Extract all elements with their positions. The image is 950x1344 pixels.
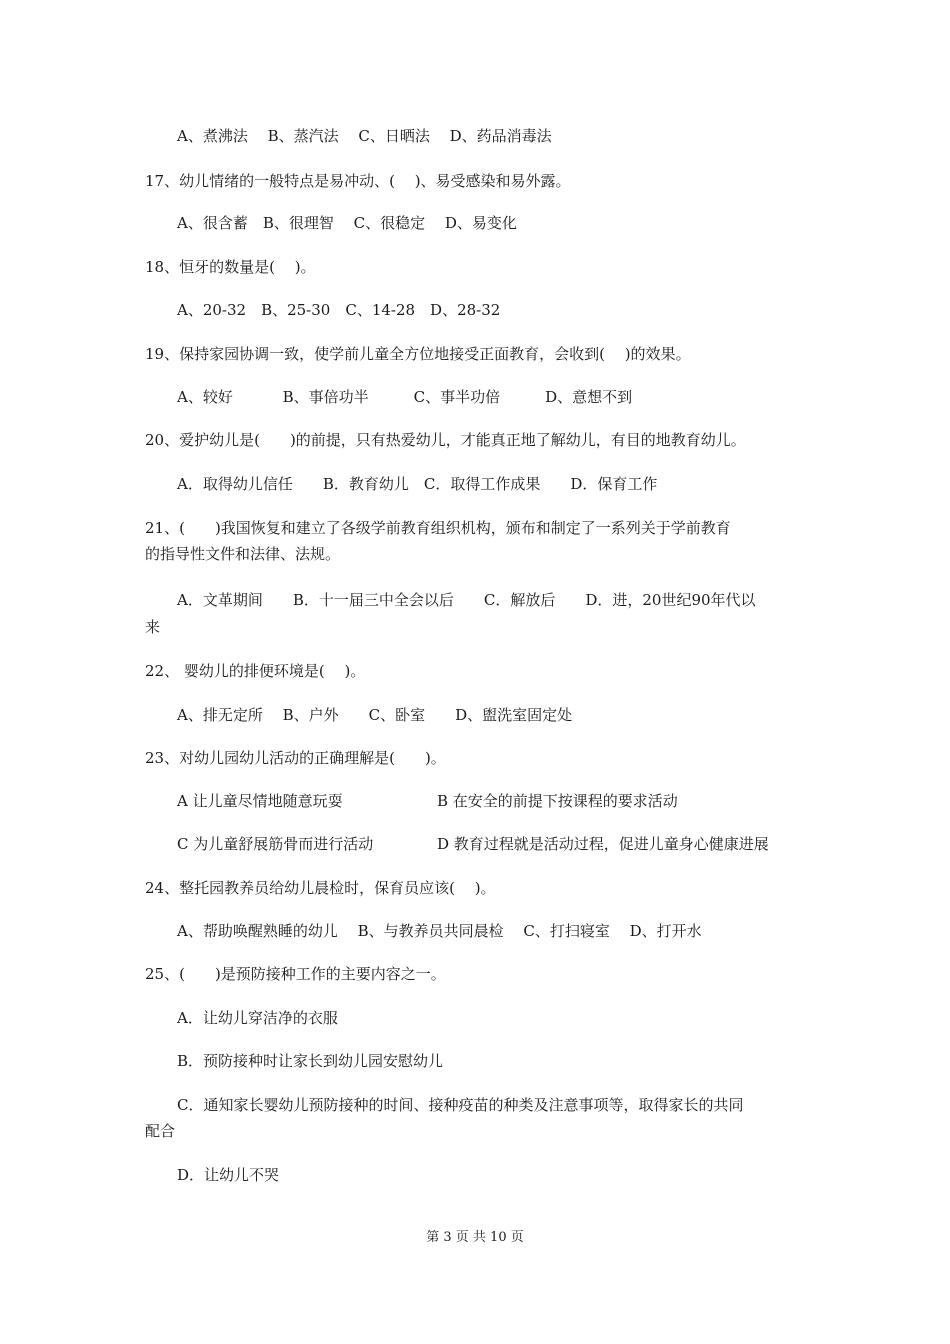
option-25-c-line-2: 配合 <box>145 1122 176 1140</box>
question-23: 23、对幼儿园幼儿活动的正确理解是( )。 <box>145 749 446 767</box>
option-23-d: D 教育过程就是活动过程，促进儿童身心健康进展 <box>437 835 769 853</box>
question-20: 20、爱护幼儿是( )的前提，只有热爱幼儿，才能真正地了解幼儿，有目的地教育幼儿。 <box>145 431 746 449</box>
option-23-a: A 让儿童尽情地随意玩耍 <box>177 792 343 810</box>
option-line-20: A．取得幼儿信任 B．教育幼儿 C．取得工作成果 D．保育工作 <box>177 475 658 493</box>
question-21-line-1: 21、( )我国恢复和建立了各级学前教育组织机构，颁布和制定了一系列关于学前教育 <box>145 519 731 537</box>
option-line-24: A、帮助唤醒熟睡的幼儿 B、与教养员共同晨检 C、打扫寝室 D、打开水 <box>177 922 702 940</box>
question-19: 19、保持家园协调一致，使学前儿童全方位地接受正面教育，会收到( )的效果。 <box>145 345 691 363</box>
question-24: 24、整托园教养员给幼儿晨检时，保育员应该( )。 <box>145 879 496 897</box>
option-line-19: A、较好 B、事倍功半 C、事半功倍 D、意想不到 <box>177 388 633 406</box>
option-line-21-b: 来 <box>145 618 161 636</box>
question-21-line-2: 的指导性文件和法律、法规。 <box>145 545 341 563</box>
page-footer: 第 3 页 共 10 页 <box>426 1230 524 1245</box>
option-line-17: A、很含蓄 B、很理智 C、很稳定 D、易变化 <box>177 214 517 232</box>
question-22: 22、 婴幼儿的排便环境是( )。 <box>145 662 366 680</box>
option-25-d: D．让幼儿不哭 <box>177 1166 280 1184</box>
option-line-22: A、排无定所 B、户外 C、卧室 D、盥洗室固定处 <box>177 706 573 724</box>
question-17: 17、幼儿情绪的一般特点是易冲动、( )、易受感染和易外露。 <box>145 172 571 190</box>
question-18: 18、恒牙的数量是( )。 <box>145 258 316 276</box>
option-25-a: A．让幼儿穿洁净的衣服 <box>177 1009 338 1027</box>
option-line-21-a: A．文革期间 B．十一届三中全会以后 C．解放后 D．进，20世纪90年代以 <box>177 591 756 609</box>
option-line-16: A、煮沸法 B、蒸汽法 C、日晒法 D、药品消毒法 <box>177 127 552 145</box>
option-23-c: C 为儿童舒展筋骨而进行活动 <box>177 835 374 853</box>
option-line-18: A、20-32 B、25-30 C、14-28 D、28-32 <box>177 301 501 319</box>
option-25-c-line-1: C．通知家长婴幼儿预防接种的时间、接种疫苗的种类及注意事项等，取得家长的共同 <box>177 1096 744 1114</box>
question-25: 25、( )是预防接种工作的主要内容之一。 <box>145 965 446 983</box>
option-23-b: B 在安全的前提下按课程的要求活动 <box>437 792 678 810</box>
option-25-b: B．预防接种时让家长到幼儿园安慰幼儿 <box>177 1052 444 1070</box>
